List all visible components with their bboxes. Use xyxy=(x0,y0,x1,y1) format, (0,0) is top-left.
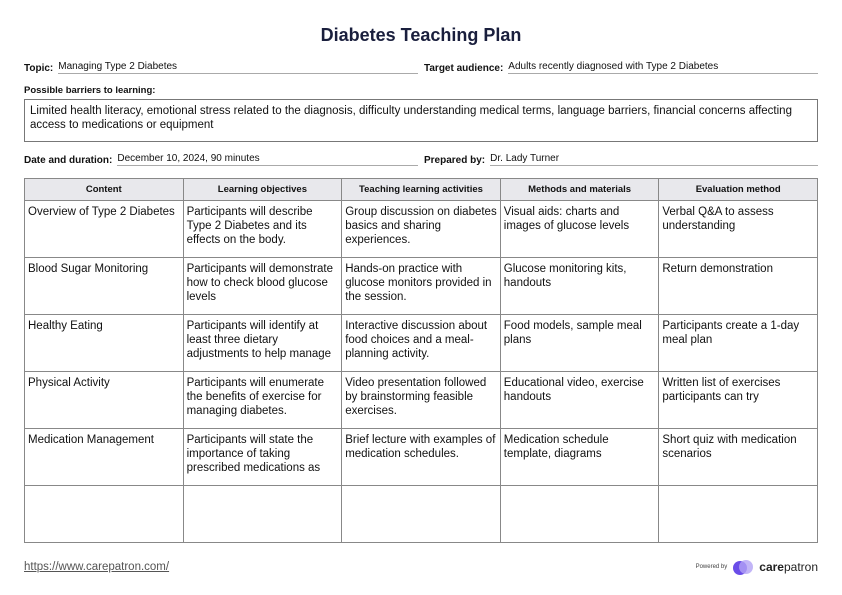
powered-by-label: Powered by xyxy=(695,564,728,570)
table-cell[interactable]: Medication Management xyxy=(25,429,184,486)
column-header: Content xyxy=(25,179,184,201)
table-cell[interactable]: Overview of Type 2 Diabetes xyxy=(25,201,184,258)
column-header: Evaluation method xyxy=(659,179,818,201)
table-cell[interactable]: Participants will state the importance of taking prescribed medications as xyxy=(183,429,342,486)
audience-field xyxy=(424,61,818,74)
table-row xyxy=(25,372,818,429)
table-cell[interactable]: Physical Activity xyxy=(25,372,184,429)
barriers-label: Possible barriers to learning: xyxy=(24,85,156,96)
table-cell[interactable]: Healthy Eating xyxy=(25,315,184,372)
table-cell[interactable] xyxy=(25,486,184,543)
table-cell[interactable]: Glucose monitoring kits, handouts xyxy=(500,258,659,315)
audience-value[interactable]: Adults recently diagnosed with Type 2 Diabetes xyxy=(508,61,818,74)
table-cell[interactable]: Food models, sample meal plans xyxy=(500,315,659,372)
table-cell[interactable]: Educational video, exercise handouts xyxy=(500,372,659,429)
table-cell[interactable] xyxy=(183,486,342,543)
prepared-field xyxy=(424,153,818,166)
table-cell[interactable]: Participants will enumerate the benefits of exercise for managing diabetes. xyxy=(183,372,342,429)
carepatron-logo-icon xyxy=(732,559,754,575)
table-cell[interactable]: Brief lecture with examples of medication schedules. xyxy=(342,429,501,486)
topic-value[interactable]: Managing Type 2 Diabetes xyxy=(58,61,418,74)
brand-logo xyxy=(696,559,818,575)
website-link[interactable]: https://www.carepatron.com/ xyxy=(24,561,170,573)
prepared-value[interactable]: Dr. Lady Turner xyxy=(490,153,818,166)
date-field xyxy=(24,153,418,166)
table-cell[interactable]: Video presentation followed by brainstorming feasible exercises. xyxy=(342,372,501,429)
prepared-label: Prepared by: xyxy=(424,155,486,166)
table-cell[interactable]: Participants will describe Type 2 Diabetes and its effects on the body. xyxy=(183,201,342,258)
page-title: Diabetes Teaching Plan xyxy=(320,25,522,45)
table-cell[interactable]: Return demonstration xyxy=(659,258,818,315)
column-header: Teaching learning activities xyxy=(342,179,501,201)
barriers-box[interactable]: Limited health literacy, emotional stress related to the diagnosis, difficulty understanding medical terms, language barriers, financial concerns affecting access to medications or equipment xyxy=(24,99,818,142)
table-cell[interactable]: Hands-on practice with glucose monitors provided in the session. xyxy=(342,258,501,315)
table-row xyxy=(25,201,818,258)
date-value[interactable]: December 10, 2024, 90 minutes xyxy=(117,153,418,166)
column-header: Learning objectives xyxy=(183,179,342,201)
table-row xyxy=(25,315,818,372)
table-cell[interactable]: Participants will identify at least three dietary adjustments to help manage xyxy=(183,315,342,372)
topic-field xyxy=(24,61,418,74)
table-cell[interactable]: Visual aids: charts and images of glucose levels xyxy=(500,201,659,258)
table-row xyxy=(25,258,818,315)
table-cell[interactable]: Written list of exercises participants can try xyxy=(659,372,818,429)
table-row xyxy=(25,429,818,486)
table-cell[interactable] xyxy=(342,486,501,543)
table-cell[interactable]: Participants will demonstrate how to check blood glucose levels xyxy=(183,258,342,315)
table-cell[interactable]: Group discussion on diabetes basics and sharing experiences. xyxy=(342,201,501,258)
date-label: Date and duration: xyxy=(24,155,113,166)
table-cell[interactable] xyxy=(500,486,659,543)
audience-label: Target audience: xyxy=(424,63,504,74)
table-cell[interactable]: Short quiz with medication scenarios xyxy=(659,429,818,486)
table-row xyxy=(25,486,818,543)
table-cell[interactable]: Participants create a 1-day meal plan xyxy=(659,315,818,372)
table-cell[interactable] xyxy=(659,486,818,543)
brand-name: carepatron xyxy=(759,560,818,574)
table-cell[interactable]: Verbal Q&A to assess understanding xyxy=(659,201,818,258)
table-cell[interactable]: Interactive discussion about food choices and a meal-planning activity. xyxy=(342,315,501,372)
topic-label: Topic: xyxy=(24,63,54,74)
column-header: Methods and materials xyxy=(500,179,659,201)
teaching-plan-table xyxy=(24,178,818,543)
table-cell[interactable]: Blood Sugar Monitoring xyxy=(25,258,184,315)
table-cell[interactable]: Medication schedule template, diagrams xyxy=(500,429,659,486)
